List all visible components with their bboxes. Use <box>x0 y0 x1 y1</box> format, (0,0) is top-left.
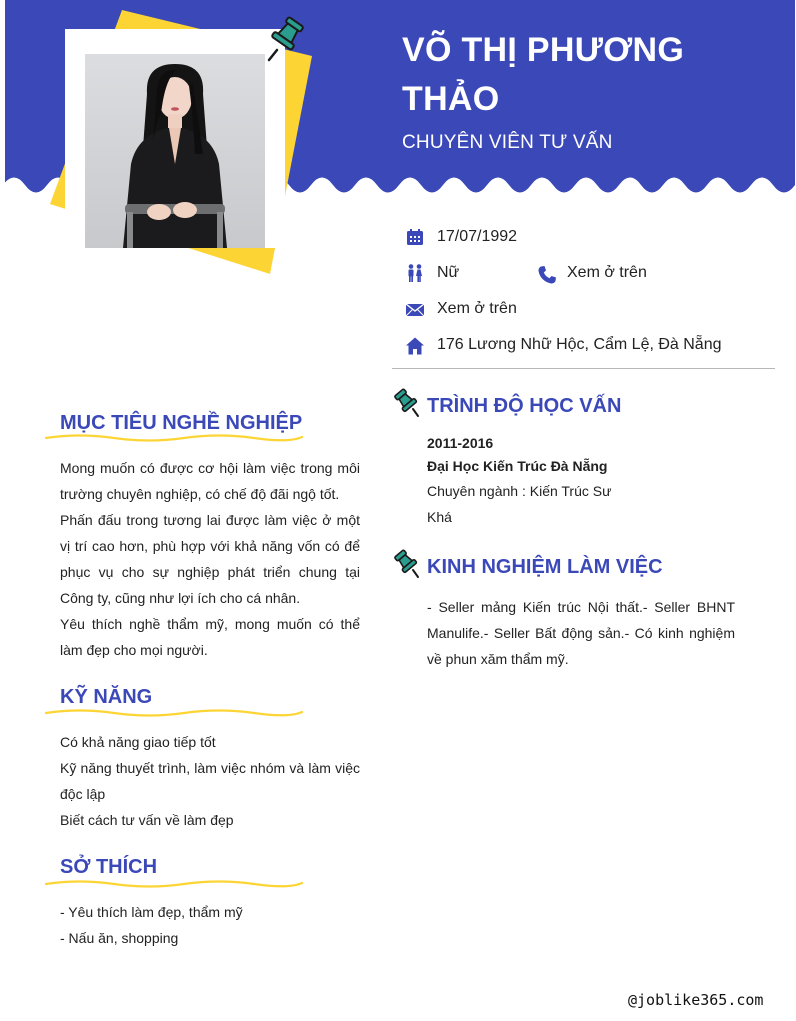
hobby-line: - Nấu ăn, shopping <box>60 930 179 946</box>
education-major: Chuyên ngành : Kiến Trúc Sư <box>427 483 612 499</box>
objective-line: Mong muốn có được cơ hội làm việc trong môi trường chuyên nghiệp, có chế độ đãi ngộ tốt. <box>60 460 360 502</box>
profile-photo <box>85 54 265 248</box>
education-period: 2011-2016 <box>427 435 494 451</box>
objective-line: Phấn đấu trong tương lai được làm việc ở một vị trí cao hơn, phù hợp với khả năng vốn có để phục vụ cho sự nghiệp phát triển chung tại Công ty, cũng như lợi ích cho cá nhân. <box>60 512 360 606</box>
hobbies-title: SỞ THÍCH <box>60 856 158 878</box>
gender-value: Nữ <box>437 264 460 281</box>
education-title: TRÌNH ĐỘ HỌC VẤN <box>427 395 622 417</box>
objective-underline <box>44 432 304 444</box>
objective-title: MỤC TIÊU NGHỀ NGHIỆP <box>60 412 303 434</box>
skill-line: Có khả năng giao tiếp tốt <box>60 734 216 750</box>
address-value: 176 Lương Nhữ Hộc, Cẩm Lệ, Đà Nẵng <box>437 336 722 353</box>
pushpin-icon <box>265 14 309 62</box>
objective-line: Yêu thích nghề thẩm mỹ, mong muốn có thể làm đẹp cho mọi người. <box>60 616 360 658</box>
education-entry <box>427 432 727 530</box>
skill-line: Biết cách tư vấn về làm đẹp <box>60 812 234 828</box>
education-pin-icon <box>392 388 420 418</box>
contact-divider <box>392 368 775 369</box>
skills-title: KỸ NĂNG <box>60 686 153 708</box>
experience-text: - Seller mảng Kiến trúc Nội thất.- Seller BHNT Manulife.- Seller Bất động sản.- Có kinh nghiệm về phun xăm thẩm mỹ. <box>427 599 735 667</box>
home-icon <box>405 336 425 356</box>
experience-pin-icon <box>392 549 420 579</box>
education-grade: Khá <box>427 509 452 525</box>
birthdate-value: 17/07/1992 <box>437 228 518 245</box>
email-value: Xem ở trên <box>437 300 517 317</box>
candidate-name: VÕ THỊ PHƯƠNG THẢO <box>402 31 685 118</box>
phone-icon <box>537 265 557 285</box>
hobbies-underline <box>44 878 304 890</box>
skills-text <box>60 729 360 833</box>
candidate-role: CHUYÊN VIÊN TƯ VẤN <box>402 132 613 153</box>
skills-underline <box>44 707 304 719</box>
education-school: Đại Học Kiến Trúc Đà Nẵng <box>427 458 608 474</box>
hobby-line: - Yêu thích làm đẹp, thẩm mỹ <box>60 904 243 920</box>
email-icon <box>405 300 425 320</box>
gender-icon <box>405 263 425 283</box>
phone-value: Xem ở trên <box>567 264 647 281</box>
hobbies-text <box>60 899 360 951</box>
experience-title: KINH NGHIỆM LÀM VIỆC <box>427 556 663 578</box>
calendar-icon <box>405 227 425 247</box>
objective-text <box>60 455 360 663</box>
watermark-text: @joblike365.com <box>628 991 764 1009</box>
skill-line: Kỹ năng thuyết trình, làm việc nhóm và làm việc độc lập <box>60 760 360 802</box>
